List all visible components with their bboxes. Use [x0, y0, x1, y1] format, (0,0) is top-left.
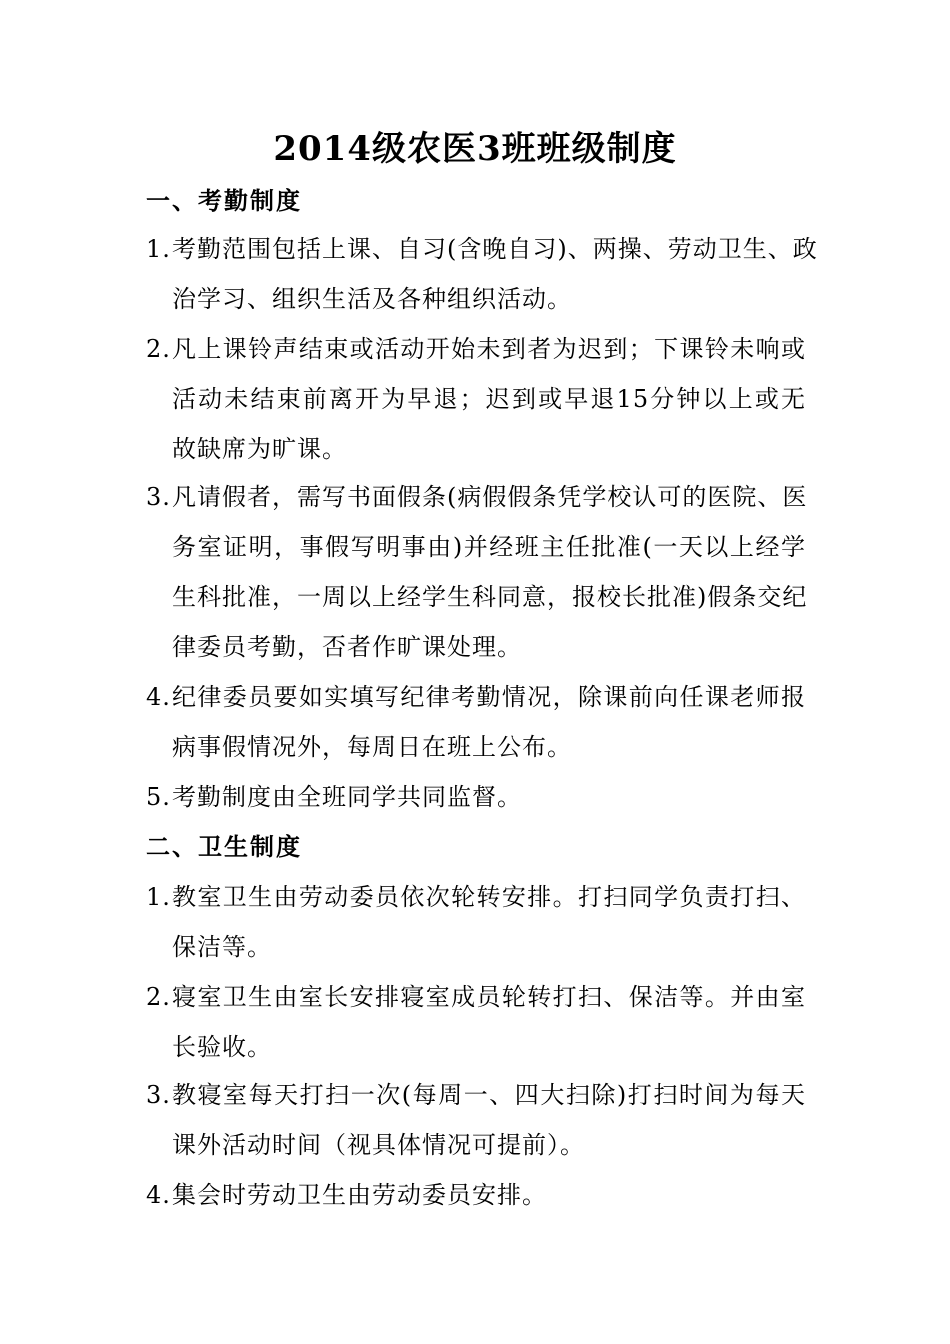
item-number: 3. — [146, 483, 171, 511]
item-line: 考勤制度由全班同学共同监督。 — [172, 783, 522, 811]
item-line: 凡上课铃声结束或活动开始未到者为迟到；下课铃未响或 — [172, 335, 806, 363]
list-item — [146, 224, 818, 324]
item-line: 活动未结束前离开为早退；迟到或早退15分钟以上或无 — [172, 385, 806, 413]
item-line: 凡请假者，需写书面假条(病假假条凭学校认可的医院、医 — [172, 483, 808, 511]
item-line: 纪律委员要如实填写纪律考勤情况，除课前向任课老师报 — [172, 683, 806, 711]
list-item — [146, 672, 806, 772]
item-number: 1. — [146, 235, 171, 263]
item-line: 故缺席为旷课。 — [172, 435, 347, 463]
item-line: 教寝室每天打扫一次(每周一、四大扫除)打扫时间为每天 — [172, 1081, 806, 1109]
item-number: 2. — [146, 335, 171, 363]
section-heading-attendance: 一、考勤制度 — [146, 186, 302, 215]
item-line: 考勤范围包括上课、自习(含晚自习)、两操、劳动卫生、政 — [172, 235, 818, 263]
list-item — [146, 1170, 806, 1220]
item-number: 5. — [146, 783, 171, 811]
item-line: 寝室卫生由室长安排寝室成员轮转打扫、保洁等。并由室 — [172, 983, 806, 1011]
item-line: 律委员考勤，否者作旷课处理。 — [172, 633, 522, 661]
item-line: 生科批准，一周以上经学生科同意，报校长批准)假条交纪 — [172, 583, 808, 611]
list-item — [146, 772, 806, 822]
item-line: 集会时劳动卫生由劳动委员安排。 — [172, 1181, 547, 1209]
item-line: 教室卫生由劳动委员依次轮转安排。打扫同学负责打扫、 — [172, 883, 806, 911]
item-line: 治学习、组织生活及各种组织活动。 — [172, 285, 572, 313]
list-item — [146, 972, 806, 1072]
item-line: 课外活动时间（视具体情况可提前）。 — [172, 1131, 585, 1159]
document-title: 2014级农医3班班级制度 — [273, 129, 677, 169]
item-line: 长验收。 — [172, 1033, 272, 1061]
item-number: 1. — [146, 883, 171, 911]
item-number: 2. — [146, 983, 171, 1011]
item-line: 保洁等。 — [172, 933, 272, 961]
item-number: 3. — [146, 1081, 171, 1109]
item-number: 4. — [146, 1181, 171, 1209]
list-item — [146, 872, 806, 972]
item-line: 务室证明，事假写明事由)并经班主任批准(一天以上经学 — [172, 533, 806, 561]
list-item — [146, 1070, 806, 1170]
list-item — [146, 324, 806, 474]
list-item — [146, 472, 806, 672]
item-line: 病事假情况外，每周日在班上公布。 — [172, 733, 572, 761]
item-number: 4. — [146, 683, 171, 711]
section-heading-hygiene: 二、卫生制度 — [146, 832, 302, 861]
